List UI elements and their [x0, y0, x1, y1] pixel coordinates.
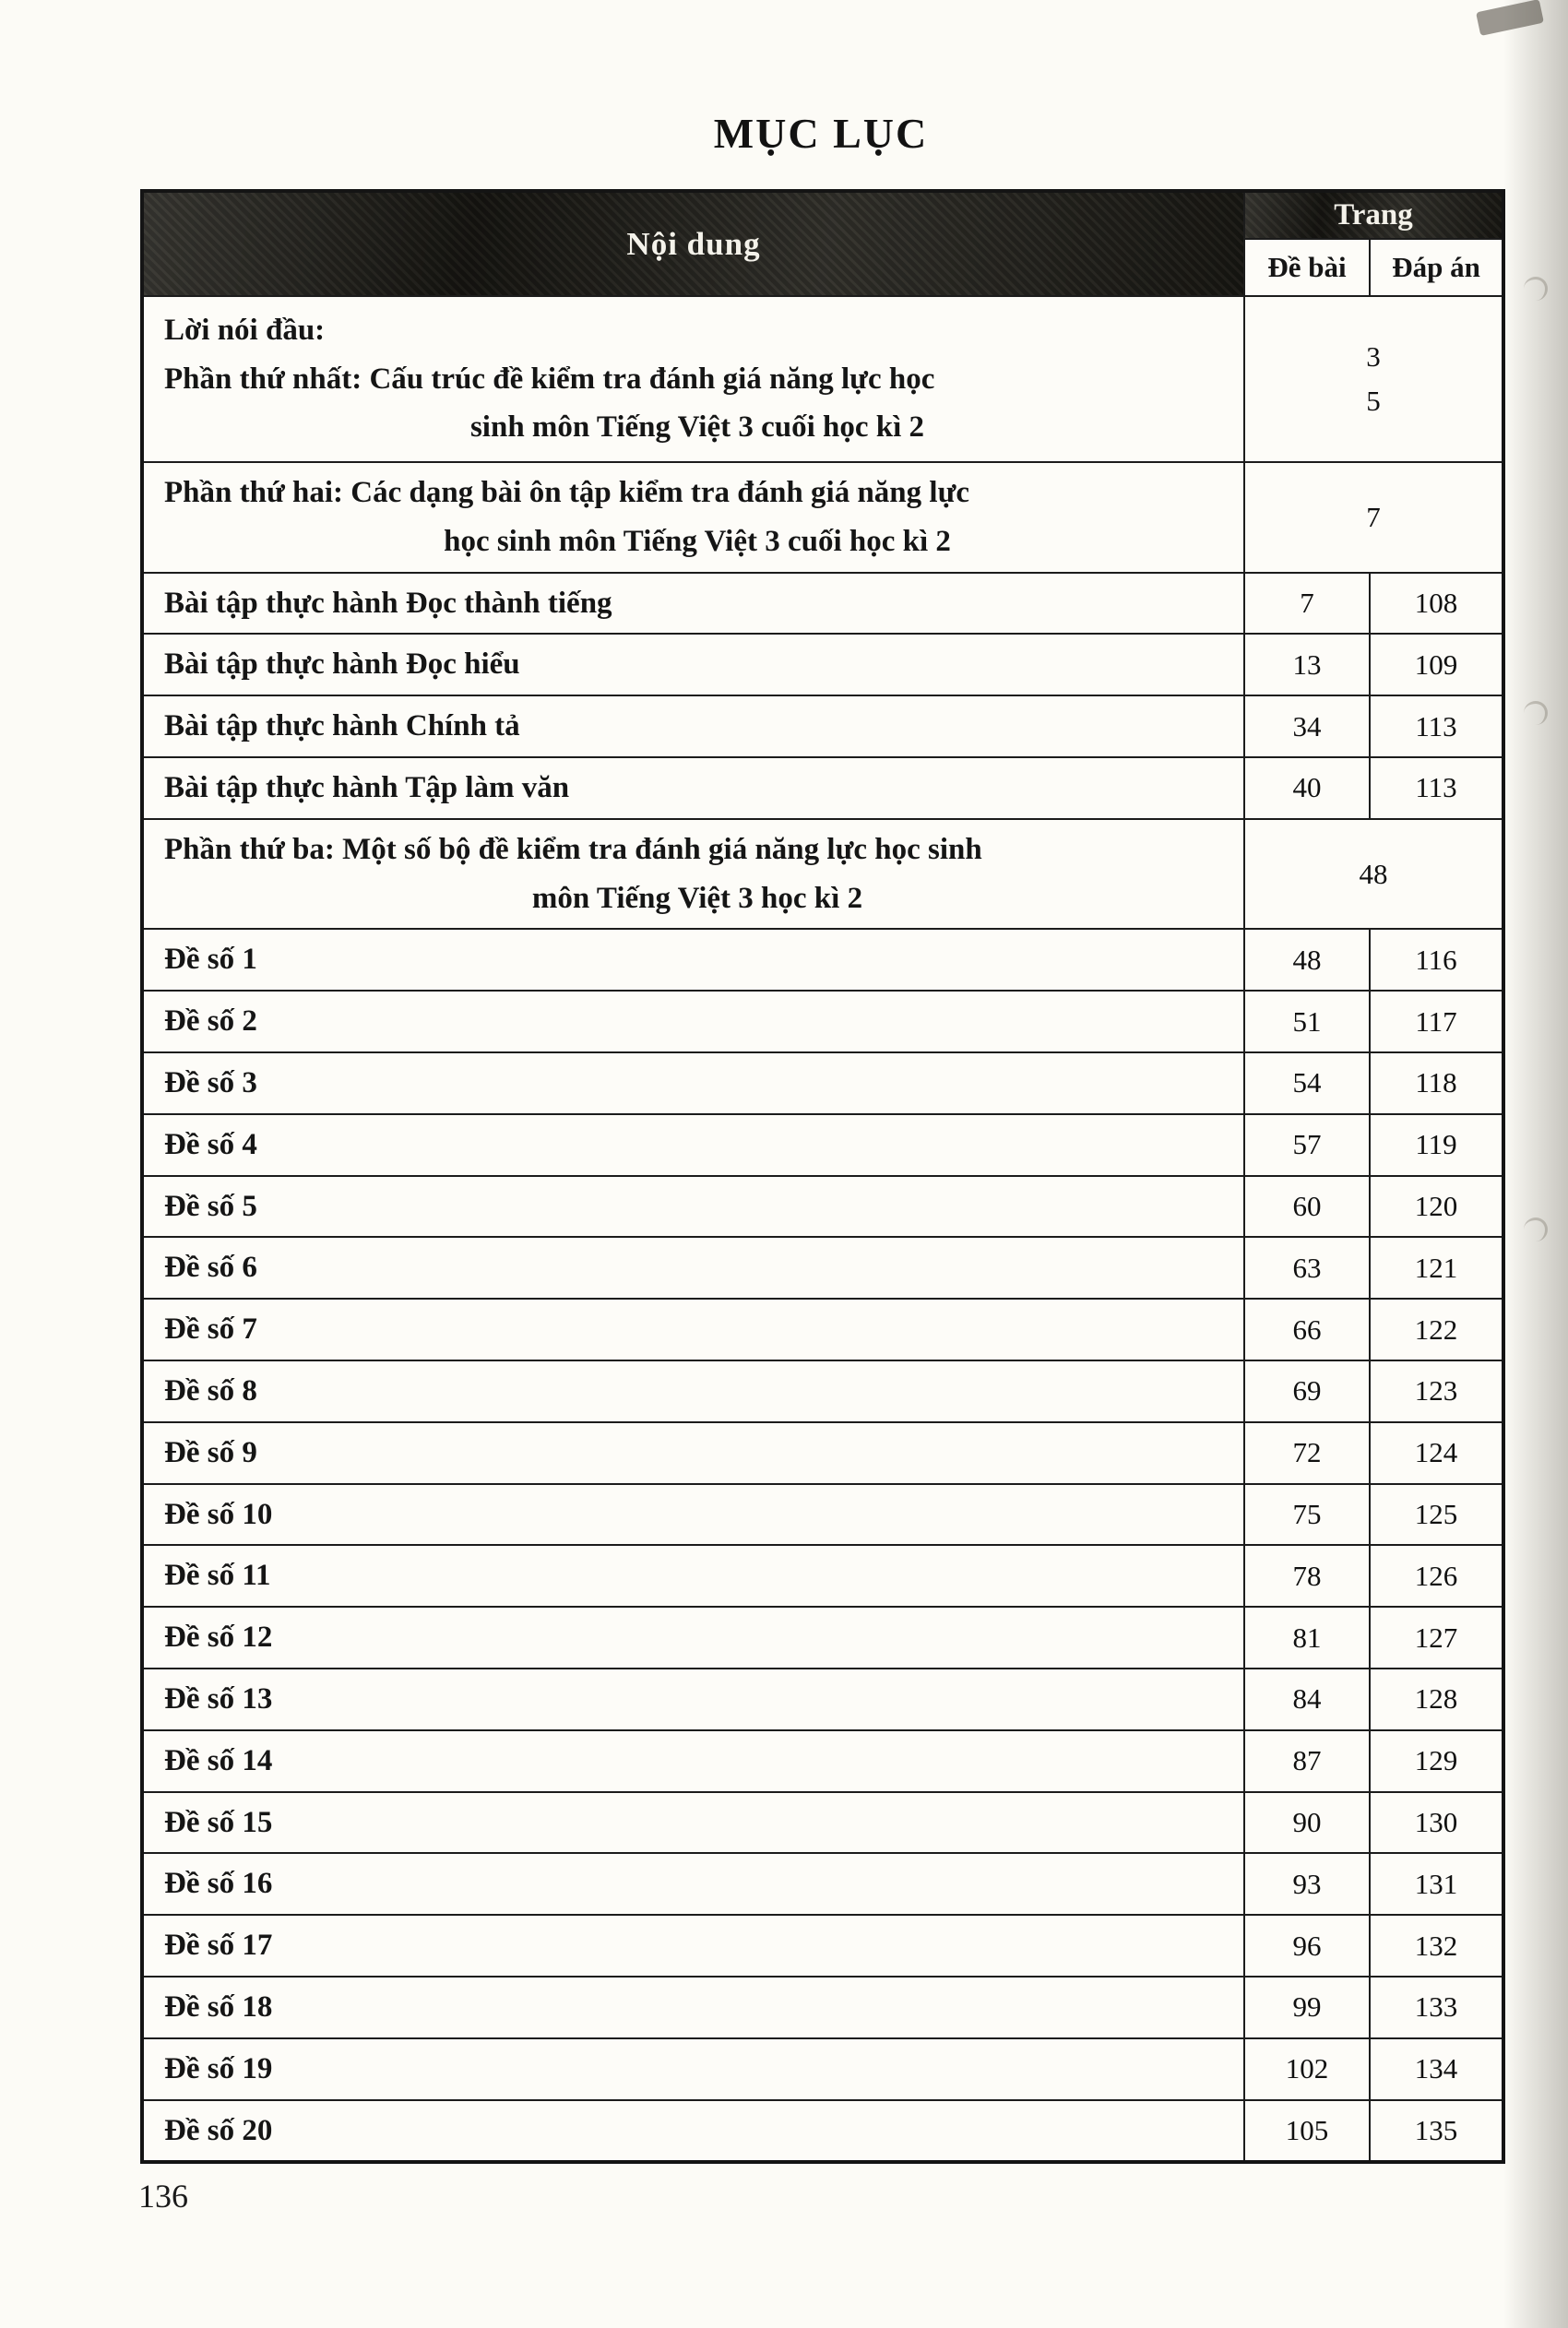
row-text: Bài tập thực hành Đọc thành tiếng — [164, 586, 612, 620]
page-de-bai: 51 — [1244, 991, 1370, 1052]
row-text: Đề số 8 — [164, 1373, 257, 1407]
scan-corner-artifact — [1476, 0, 1544, 36]
row-content-cell — [142, 573, 1244, 635]
page-dap-an: 121 — [1370, 1237, 1503, 1299]
page-dap-an: 135 — [1370, 2100, 1503, 2163]
row-text: Đề số 17 — [164, 1929, 273, 1963]
page-de-bai: 78 — [1244, 1545, 1370, 1607]
page-value: 3 — [1366, 339, 1381, 373]
page-merged-cell — [1244, 296, 1503, 462]
page-value: 48 — [1359, 857, 1388, 890]
row-text: Đề số 2 — [164, 1004, 257, 1039]
row-text: môn Tiếng Việt 3 học kì 2 — [531, 881, 863, 915]
page-dap-an: 123 — [1370, 1360, 1503, 1422]
toc-row — [142, 1299, 1503, 1360]
row-content-cell — [142, 1977, 1244, 2038]
toc-row — [142, 1484, 1503, 1546]
toc-row — [142, 634, 1503, 695]
page-dap-an: 113 — [1370, 695, 1503, 757]
page-dap-an: 113 — [1370, 757, 1503, 819]
row-content-cell — [142, 1730, 1244, 1792]
row-text: Bài tập thực hành Đọc hiểu — [164, 647, 520, 682]
toc-row — [142, 1237, 1503, 1299]
page-dap-an: 118 — [1370, 1052, 1503, 1114]
page-de-bai: 72 — [1244, 1422, 1370, 1484]
row-content-cell — [142, 1299, 1244, 1360]
row-text: Phần thứ hai: Các dạng bài ôn tập kiểm tra đánh giá năng lực — [164, 476, 970, 509]
toc-row — [142, 757, 1503, 819]
row-content-cell — [142, 2100, 1244, 2163]
page-merged-cell — [1244, 462, 1503, 573]
page-de-bai: 66 — [1244, 1299, 1370, 1360]
page-dap-an: 134 — [1370, 2038, 1503, 2100]
page-de-bai: 60 — [1244, 1176, 1370, 1238]
toc-row — [142, 2100, 1503, 2163]
page-dap-an: 116 — [1370, 929, 1503, 991]
page-dap-an: 108 — [1370, 573, 1503, 635]
page-dap-an: 133 — [1370, 1977, 1503, 2038]
row-content-cell — [142, 1607, 1244, 1669]
row-text: sinh môn Tiếng Việt 3 cuối học kì 2 — [469, 410, 925, 445]
page-de-bai: 87 — [1244, 1730, 1370, 1792]
row-content-cell — [142, 757, 1244, 819]
page-de-bai: 69 — [1244, 1360, 1370, 1422]
page-dap-an: 119 — [1370, 1114, 1503, 1176]
scan-edge-shadow — [1503, 0, 1568, 2328]
toc-row — [142, 1176, 1503, 1238]
page-de-bai: 34 — [1244, 695, 1370, 757]
row-text: Đề số 19 — [164, 2051, 273, 2085]
page-de-bai: 75 — [1244, 1484, 1370, 1546]
toc-row — [142, 1977, 1503, 2038]
row-text: Phần thứ nhất: Cấu trúc đề kiểm tra đánh giá năng lực học — [164, 362, 935, 396]
toc-row — [142, 1607, 1503, 1669]
row-text: Đề số 20 — [164, 2113, 273, 2147]
page-value: 7 — [1366, 500, 1381, 533]
page-dap-an: 130 — [1370, 1792, 1503, 1854]
page-dap-an: 131 — [1370, 1853, 1503, 1915]
row-content-cell — [142, 1052, 1244, 1114]
toc-table — [140, 189, 1505, 2164]
header-trang: Trang — [1244, 191, 1503, 239]
page-de-bai: 54 — [1244, 1052, 1370, 1114]
row-content-cell — [142, 1484, 1244, 1546]
page-de-bai: 93 — [1244, 1853, 1370, 1915]
page-de-bai: 99 — [1244, 1977, 1370, 2038]
page-dap-an: 128 — [1370, 1669, 1503, 1730]
page-dap-an: 124 — [1370, 1422, 1503, 1484]
row-content-cell — [142, 462, 1244, 573]
toc-row — [142, 1422, 1503, 1484]
row-content-cell — [142, 1915, 1244, 1977]
header-row-1 — [142, 191, 1503, 239]
toc-row — [142, 573, 1503, 635]
page-value: 5 — [1366, 385, 1381, 417]
page-de-bai: 13 — [1244, 634, 1370, 695]
row-text: Đề số 13 — [164, 1681, 273, 1716]
toc-row — [142, 695, 1503, 757]
page-de-bai: 102 — [1244, 2038, 1370, 2100]
row-text: Bài tập thực hành Chính tả — [164, 709, 520, 743]
page-merged-cell — [1244, 819, 1503, 930]
header-de-bai: Đề bài — [1244, 239, 1370, 296]
header-noi-dung: Nội dung — [142, 191, 1244, 296]
page-de-bai: 7 — [1244, 573, 1370, 635]
page-dap-an: 120 — [1370, 1176, 1503, 1238]
page-de-bai: 90 — [1244, 1792, 1370, 1854]
row-content-cell — [142, 1360, 1244, 1422]
page-dap-an: 127 — [1370, 1607, 1503, 1669]
row-text: Đề số 9 — [164, 1435, 257, 1469]
page-dap-an: 126 — [1370, 1545, 1503, 1607]
row-text: Đề số 18 — [164, 1989, 273, 2024]
page-de-bai: 105 — [1244, 2100, 1370, 2163]
row-content-cell — [142, 991, 1244, 1052]
row-text: Bài tập thực hành Tập làm văn — [164, 770, 570, 804]
row-text: Đề số 10 — [164, 1497, 273, 1531]
row-text: Đề số 3 — [164, 1065, 257, 1099]
page-de-bai: 96 — [1244, 1915, 1370, 1977]
toc-row — [142, 819, 1503, 930]
toc-row — [142, 1052, 1503, 1114]
page-dap-an: 109 — [1370, 634, 1503, 695]
page-dap-an: 122 — [1370, 1299, 1503, 1360]
toc-row — [142, 1915, 1503, 1977]
row-content-cell — [142, 1853, 1244, 1915]
row-content-cell — [142, 1114, 1244, 1176]
row-text: học sinh môn Tiếng Việt 3 cuối học kì 2 — [444, 524, 951, 558]
page-de-bai: 84 — [1244, 1669, 1370, 1730]
scan-artifact — [1524, 701, 1548, 725]
row-content-cell — [142, 296, 1244, 462]
toc-row — [142, 1730, 1503, 1792]
page-dap-an: 117 — [1370, 991, 1503, 1052]
row-content-cell — [142, 929, 1244, 991]
page-title: MỤC LỤC — [713, 110, 929, 157]
page-de-bai: 40 — [1244, 757, 1370, 819]
toc-row — [142, 1792, 1503, 1854]
row-text: Đề số 12 — [164, 1621, 273, 1655]
row-content-cell — [142, 695, 1244, 757]
page-de-bai: 57 — [1244, 1114, 1370, 1176]
page-number: 136 — [138, 2178, 188, 2215]
row-text: Đề số 6 — [164, 1251, 257, 1285]
toc-row — [142, 462, 1503, 573]
toc-row — [142, 1669, 1503, 1730]
toc-row — [142, 296, 1503, 462]
page-de-bai: 81 — [1244, 1607, 1370, 1669]
toc-row — [142, 2038, 1503, 2100]
row-text: Đề số 11 — [164, 1559, 271, 1593]
toc-row — [142, 1360, 1503, 1422]
row-content-cell — [142, 1792, 1244, 1854]
row-text: Đề số 7 — [164, 1312, 257, 1347]
toc-row — [142, 1545, 1503, 1607]
row-content-cell — [142, 1422, 1244, 1484]
toc-row — [142, 929, 1503, 991]
toc-body — [142, 296, 1503, 2162]
row-text: Lời nói đầu: — [164, 313, 326, 347]
row-text: Đề số 1 — [164, 943, 257, 977]
row-text: Đề số 5 — [164, 1189, 257, 1223]
row-text: Đề số 16 — [164, 1867, 273, 1901]
scan-artifact — [1524, 1217, 1548, 1241]
row-text: Đề số 14 — [164, 1743, 273, 1777]
row-text: Đề số 4 — [164, 1127, 257, 1161]
page-de-bai: 48 — [1244, 929, 1370, 991]
toc-row — [142, 991, 1503, 1052]
row-content-cell — [142, 1545, 1244, 1607]
scan-artifact — [1524, 277, 1548, 301]
row-content-cell — [142, 1237, 1244, 1299]
row-content-cell — [142, 1176, 1244, 1238]
row-content-cell — [142, 1669, 1244, 1730]
page-de-bai: 63 — [1244, 1237, 1370, 1299]
row-text: Phần thứ ba: Một số bộ đề kiểm tra đánh giá năng lực học sinh — [164, 832, 982, 866]
toc-row — [142, 1114, 1503, 1176]
page-dap-an: 132 — [1370, 1915, 1503, 1977]
header-dap-an: Đáp án — [1370, 239, 1503, 296]
page-dap-an: 125 — [1370, 1484, 1503, 1546]
toc-row — [142, 1853, 1503, 1915]
row-text: Đề số 15 — [164, 1805, 273, 1839]
row-content-cell — [142, 819, 1244, 930]
row-content-cell — [142, 2038, 1244, 2100]
toc-header — [142, 191, 1503, 296]
row-content-cell — [142, 634, 1244, 695]
page-dap-an: 129 — [1370, 1730, 1503, 1792]
